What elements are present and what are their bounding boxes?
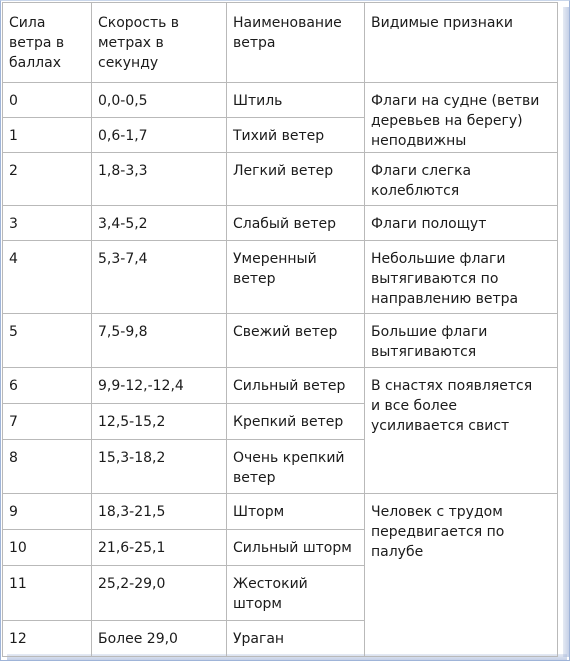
force-cell: 1 [9,128,18,144]
speed-cell: 18,3-21,5 [98,504,166,520]
signs-cell: Флаги полощут [371,216,487,232]
force-cell: 11 [9,576,27,592]
name-cell: Ураган [233,631,285,647]
header-name: Наименование ветра [233,15,342,51]
name-cell: Слабый ветер [233,216,337,232]
force-cell: 6 [9,378,18,394]
force-cell: 8 [9,450,18,466]
force-cell: 3 [9,216,18,232]
force-cell: 2 [9,163,18,179]
force-cell: 12 [9,631,27,647]
name-cell: Штиль [233,93,283,109]
signs-cell: Небольшие флаги вытягиваются по направлению ветра [371,251,519,307]
speed-cell: 9,9-12,-12,4 [98,378,184,394]
speed-cell: 12,5-15,2 [98,414,166,430]
speed-cell: 21,6-25,1 [98,540,166,556]
table-row [3,83,558,118]
signs-cell: Человек с трудом передвигается по палубе [371,504,505,560]
force-cell: 0 [9,93,18,109]
name-cell: Умеренный ветер [233,251,317,287]
header-signs: Видимые признаки [371,15,514,31]
name-cell: Очень крепкий ветер [233,450,345,486]
name-cell: Тихий ветер [233,128,325,144]
force-cell: 9 [9,504,18,520]
speed-cell: 7,5-9,8 [98,324,148,340]
name-cell: Сильный ветер [233,378,346,394]
header-force: Сила ветра в баллах [9,15,65,71]
speed-cell: 15,3-18,2 [98,450,166,466]
force-cell: 4 [9,251,18,267]
force-cell: 10 [9,540,27,556]
header-speed: Скорость в метрах в секунду [98,15,180,71]
force-cell: 5 [9,324,18,340]
speed-cell: Более 29,0 [98,631,178,647]
speed-cell: 25,2-29,0 [98,576,166,592]
speed-cell: 0,0-0,5 [98,93,148,109]
table-row [3,153,558,206]
table-row [3,314,558,368]
wind-scale-table [2,2,558,657]
speed-cell: 3,4-5,2 [98,216,148,232]
name-cell: Легкий ветер [233,163,334,179]
speed-cell: 5,3-7,4 [98,251,148,267]
name-cell: Сильный шторм [233,540,352,556]
speed-cell: 1,8-3,3 [98,163,148,179]
name-cell: Шторм [233,504,285,520]
speed-cell: 0,6-1,7 [98,128,148,144]
signs-cell: В снастях появляется и все более усиливается свист [371,378,533,434]
signs-cell: Флаги на судне (ветви деревьев на берегу) неподвижны [371,93,540,149]
table-row [3,368,558,404]
name-cell: Крепкий ветер [233,414,344,430]
table-row [3,494,558,530]
table-header-row [3,3,558,83]
table-row [3,206,558,241]
force-cell: 7 [9,414,18,430]
signs-cell: Флаги слегка колеблются [371,163,472,199]
frame-shadow-right [563,7,569,657]
signs-cell: Большие флаги вытягиваются [371,324,488,360]
name-cell: Свежий ветер [233,324,338,340]
table-row [3,241,558,314]
name-cell: Жестокий шторм [233,576,308,612]
